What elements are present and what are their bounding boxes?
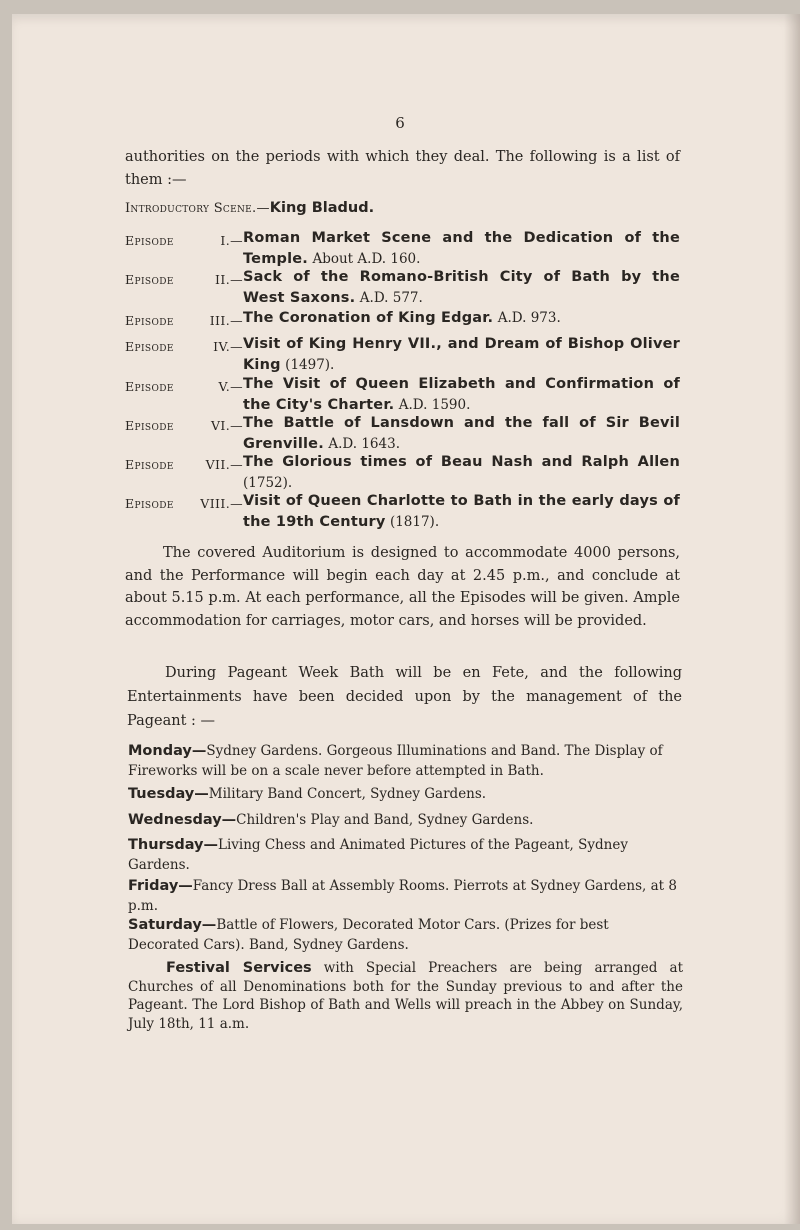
event-day: Saturday— xyxy=(128,917,217,933)
episode-date: A.D. 1590. xyxy=(398,397,471,413)
episode-title: Visit of Queen Charlotte to Bath in the early days of the 19th Century xyxy=(243,493,680,530)
event-day: Tuesday— xyxy=(128,786,209,802)
episode-date: A.D. 1643. xyxy=(328,436,400,452)
episode-item xyxy=(125,452,680,494)
event-monday xyxy=(128,741,683,781)
event-tuesday xyxy=(128,784,683,804)
episode-item xyxy=(125,308,680,329)
episode-title: The Battle of Lansdown and the fall of Sir Bevil Grenville. xyxy=(243,415,680,452)
episode-item xyxy=(125,491,680,533)
event-saturday xyxy=(128,915,683,955)
episode-date: (1497). xyxy=(285,357,335,373)
introductory-scene-title: King Bladud. xyxy=(269,200,375,216)
introductory-scene-label: Introductory Scene.— xyxy=(125,201,270,216)
event-description: Sydney Gardens. Gorgeous Illuminations and Band. The Display of Fireworks will be on a scale never before attempted in Bath. xyxy=(128,743,663,779)
event-wednesday xyxy=(128,810,683,830)
event-thursday xyxy=(128,835,683,875)
event-description: Battle of Flowers, Decorated Motor Cars. (Prizes for best Decorated Cars). Band, Sydney Gardens. xyxy=(128,917,609,953)
episode-date: A.D. 973. xyxy=(497,310,561,326)
episode-date: About A.D. 160. xyxy=(312,251,421,267)
episode-title: Visit of King Henry VII., and Dream of Bishop Oliver King xyxy=(243,336,680,373)
festival-lead: Festival Services xyxy=(166,960,312,976)
episode-date: (1752). xyxy=(243,475,293,491)
episode-label: Episode V.— xyxy=(125,379,243,394)
festival-paragraph xyxy=(128,959,683,1033)
episode-title: The Coronation of King Edgar. xyxy=(243,310,494,326)
episode-label: Episode III.— xyxy=(125,313,243,328)
episode-label: Episode VIII.— xyxy=(125,496,243,511)
intro-paragraph: authorities on the periods with which they deal. The following is a list of them :— xyxy=(125,149,680,188)
event-description: Fancy Dress Ball at Assembly Rooms. Pierrots at Sydney Gardens, at 8 p.m. xyxy=(128,878,677,914)
introductory-scene xyxy=(125,200,374,216)
auditorium-paragraph: The covered Auditorium is designed to accommodate 4000 persons, and the Performance will begin each day at 2.45 p.m., and conclude at about 5.15 p.m. At each performance, all the Episodes will be given. Ample accommodation for carriages, motor cars, and horses will be provided. xyxy=(125,545,680,629)
event-day: Friday— xyxy=(128,878,193,894)
episode-label: Episode IV.— xyxy=(125,339,243,354)
page-binding-shadow xyxy=(784,14,800,1224)
episode-item xyxy=(125,334,680,376)
event-day: Monday— xyxy=(128,743,207,759)
event-day: Wednesday— xyxy=(128,812,237,828)
episode-item xyxy=(125,228,680,270)
event-friday xyxy=(128,876,683,916)
event-description: Living Chess and Animated Pictures of the Pageant, Sydney Gardens. xyxy=(128,837,628,873)
event-description: Military Band Concert, Sydney Gardens. xyxy=(208,786,487,802)
episode-title: The Visit of Queen Elizabeth and Confirmation of the City's Charter. xyxy=(243,376,680,413)
page-number: 6 xyxy=(395,114,405,132)
episode-item xyxy=(125,267,680,309)
episode-item xyxy=(125,374,680,416)
episode-item xyxy=(125,413,680,455)
episode-date: A.D. 577. xyxy=(359,290,423,306)
pageant-week-paragraph: During Pageant Week Bath will be en Fete, and the following Entertainments have been decided upon by the management of the Pageant : — xyxy=(127,665,682,729)
episode-title: Sack of the Romano-British City of Bath by the West Saxons. xyxy=(243,269,680,306)
episode-label: Episode VII.— xyxy=(125,457,243,472)
episode-date: (1817). xyxy=(389,514,440,530)
event-day: Thursday— xyxy=(128,837,218,853)
event-description: Children's Play and Band, Sydney Gardens. xyxy=(236,812,534,828)
episode-label: Episode VI.— xyxy=(125,418,243,433)
episode-label: Episode II.— xyxy=(125,272,243,287)
episode-label: Episode I.— xyxy=(125,233,243,248)
episode-title: The Glorious times of Beau Nash and Ralph Allen xyxy=(243,454,680,470)
festival-text: with Special Preachers are being arranged at Churches of all Denominations both for the Sunday previous to and after the Pageant. The Lord Bishop of Bath and Wells will preach in the Abbey on Sunday, July 18th, 11 a.m. xyxy=(128,960,683,1032)
episode-title: Roman Market Scene and the Dedication of the Temple. xyxy=(243,230,680,267)
